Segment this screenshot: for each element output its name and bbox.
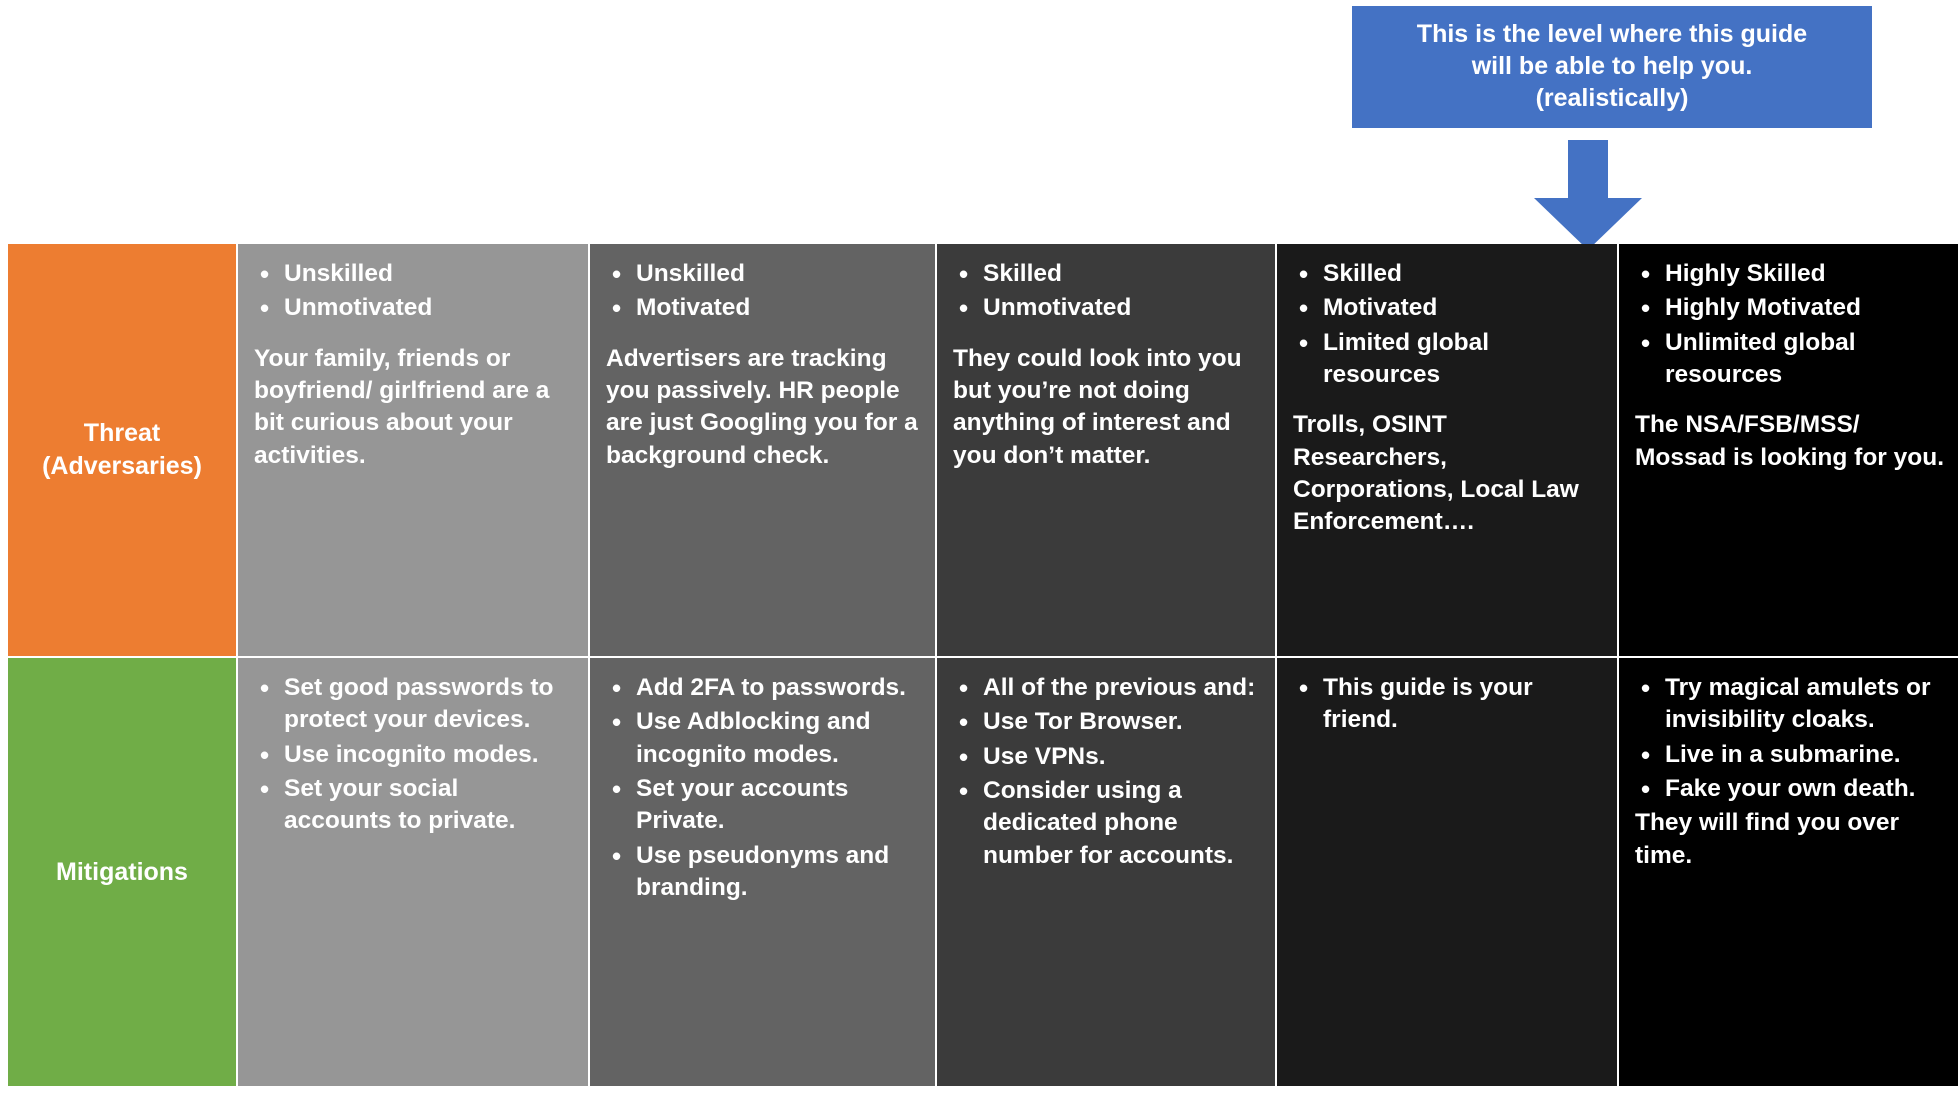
mitigations-cell-1 — [238, 658, 588, 1086]
threat-bullets-3 — [953, 258, 1259, 325]
list-item: • Use incognito modes. — [284, 739, 572, 771]
list-item: • Unmotivated — [983, 292, 1259, 324]
threat-bullets-2 — [606, 258, 919, 325]
row-header-threat-line2: (Adversaries) — [42, 452, 202, 480]
threat-cell-3 — [937, 244, 1275, 656]
threat-paragraph-3: They could look into you but you’re not doing anything of interest and you don’t matter. — [953, 344, 1242, 469]
comparison-table — [8, 244, 1950, 1084]
threat-cell-1 — [238, 244, 588, 656]
list-item: • Motivated — [1323, 292, 1601, 324]
list-item: • Use Tor Browser. — [983, 706, 1259, 738]
threat-paragraph-4: Trolls, OSINT Researchers, Corporations, Local Law Enforcement…. — [1293, 411, 1579, 536]
row-header-mitigations — [8, 658, 236, 1086]
list-item: • Consider using a dedicated phone number for accounts. — [983, 775, 1259, 872]
mitigations-cell-5 — [1619, 658, 1958, 1086]
callout-line-3: (realistically) — [1535, 84, 1689, 112]
list-item: • Skilled — [983, 258, 1259, 290]
mitigations-cell-3 — [937, 658, 1275, 1086]
mitigations-bullets-5 — [1635, 672, 1944, 805]
mitigations-cell-2 — [590, 658, 935, 1086]
threat-paragraph-5: The NSA/FSB/MSS/ Mossad is looking for you. — [1635, 411, 1945, 471]
list-item: • Try magical amulets or invisibility cloaks. — [1665, 672, 1944, 737]
threat-bullets-1 — [254, 258, 572, 325]
list-item: • Unlimited global resources — [1665, 327, 1944, 392]
list-item: • Fake your own death. — [1665, 773, 1944, 805]
mitigations-paragraph-5: They will find you over time. — [1635, 809, 1900, 869]
list-item: • Highly Motivated — [1665, 292, 1944, 324]
callout-box — [1352, 6, 1872, 128]
threat-bullets-5 — [1635, 258, 1944, 391]
mitigations-bullets-3 — [953, 672, 1259, 872]
mitigations-bullets-2 — [606, 672, 919, 904]
mitigations-bullets-1 — [254, 672, 572, 838]
list-item: • Set good passwords to protect your devices. — [284, 672, 572, 737]
threat-cell-5 — [1619, 244, 1958, 656]
row-header-mitigations-line1: Mitigations — [56, 857, 188, 886]
list-item: • Unmotivated — [284, 292, 572, 324]
row-header-threat-line1: Threat — [83, 419, 161, 447]
list-item: • Use pseudonyms and branding. — [636, 840, 919, 905]
list-item: • Set your social accounts to private. — [284, 773, 572, 838]
list-item: • Unskilled — [284, 258, 572, 290]
threat-paragraph-2: Advertisers are tracking you passively. HR people are just Googling you for a background check. — [606, 344, 918, 469]
list-item: • Add 2FA to passwords. — [636, 672, 919, 704]
threat-cell-4 — [1277, 244, 1617, 656]
list-item: • Limited global resources — [1323, 327, 1601, 392]
list-item: • Motivated — [636, 292, 919, 324]
list-item: • Skilled — [1323, 258, 1601, 290]
down-arrow-icon — [1530, 140, 1646, 252]
list-item: • Live in a submarine. — [1665, 739, 1944, 771]
threat-bullets-4 — [1293, 258, 1601, 391]
threat-paragraph-1: Your family, friends or boyfriend/ girlfriend are a bit curious about your activities. — [254, 344, 550, 469]
list-item: • This guide is your friend. — [1323, 672, 1601, 737]
mitigations-bullets-4 — [1293, 672, 1601, 737]
mitigations-cell-4 — [1277, 658, 1617, 1086]
list-item: • All of the previous and: — [983, 672, 1259, 704]
callout-line-2: will be able to help you. — [1471, 52, 1753, 80]
list-item: • Highly Skilled — [1665, 258, 1944, 290]
threat-cell-2 — [590, 244, 935, 656]
list-item: • Use VPNs. — [983, 741, 1259, 773]
list-item: • Set your accounts Private. — [636, 773, 919, 838]
callout-line-1: This is the level where this guide — [1416, 20, 1808, 48]
list-item: • Use Adblocking and incognito modes. — [636, 706, 919, 771]
list-item: • Unskilled — [636, 258, 919, 290]
row-header-threat — [8, 244, 236, 656]
